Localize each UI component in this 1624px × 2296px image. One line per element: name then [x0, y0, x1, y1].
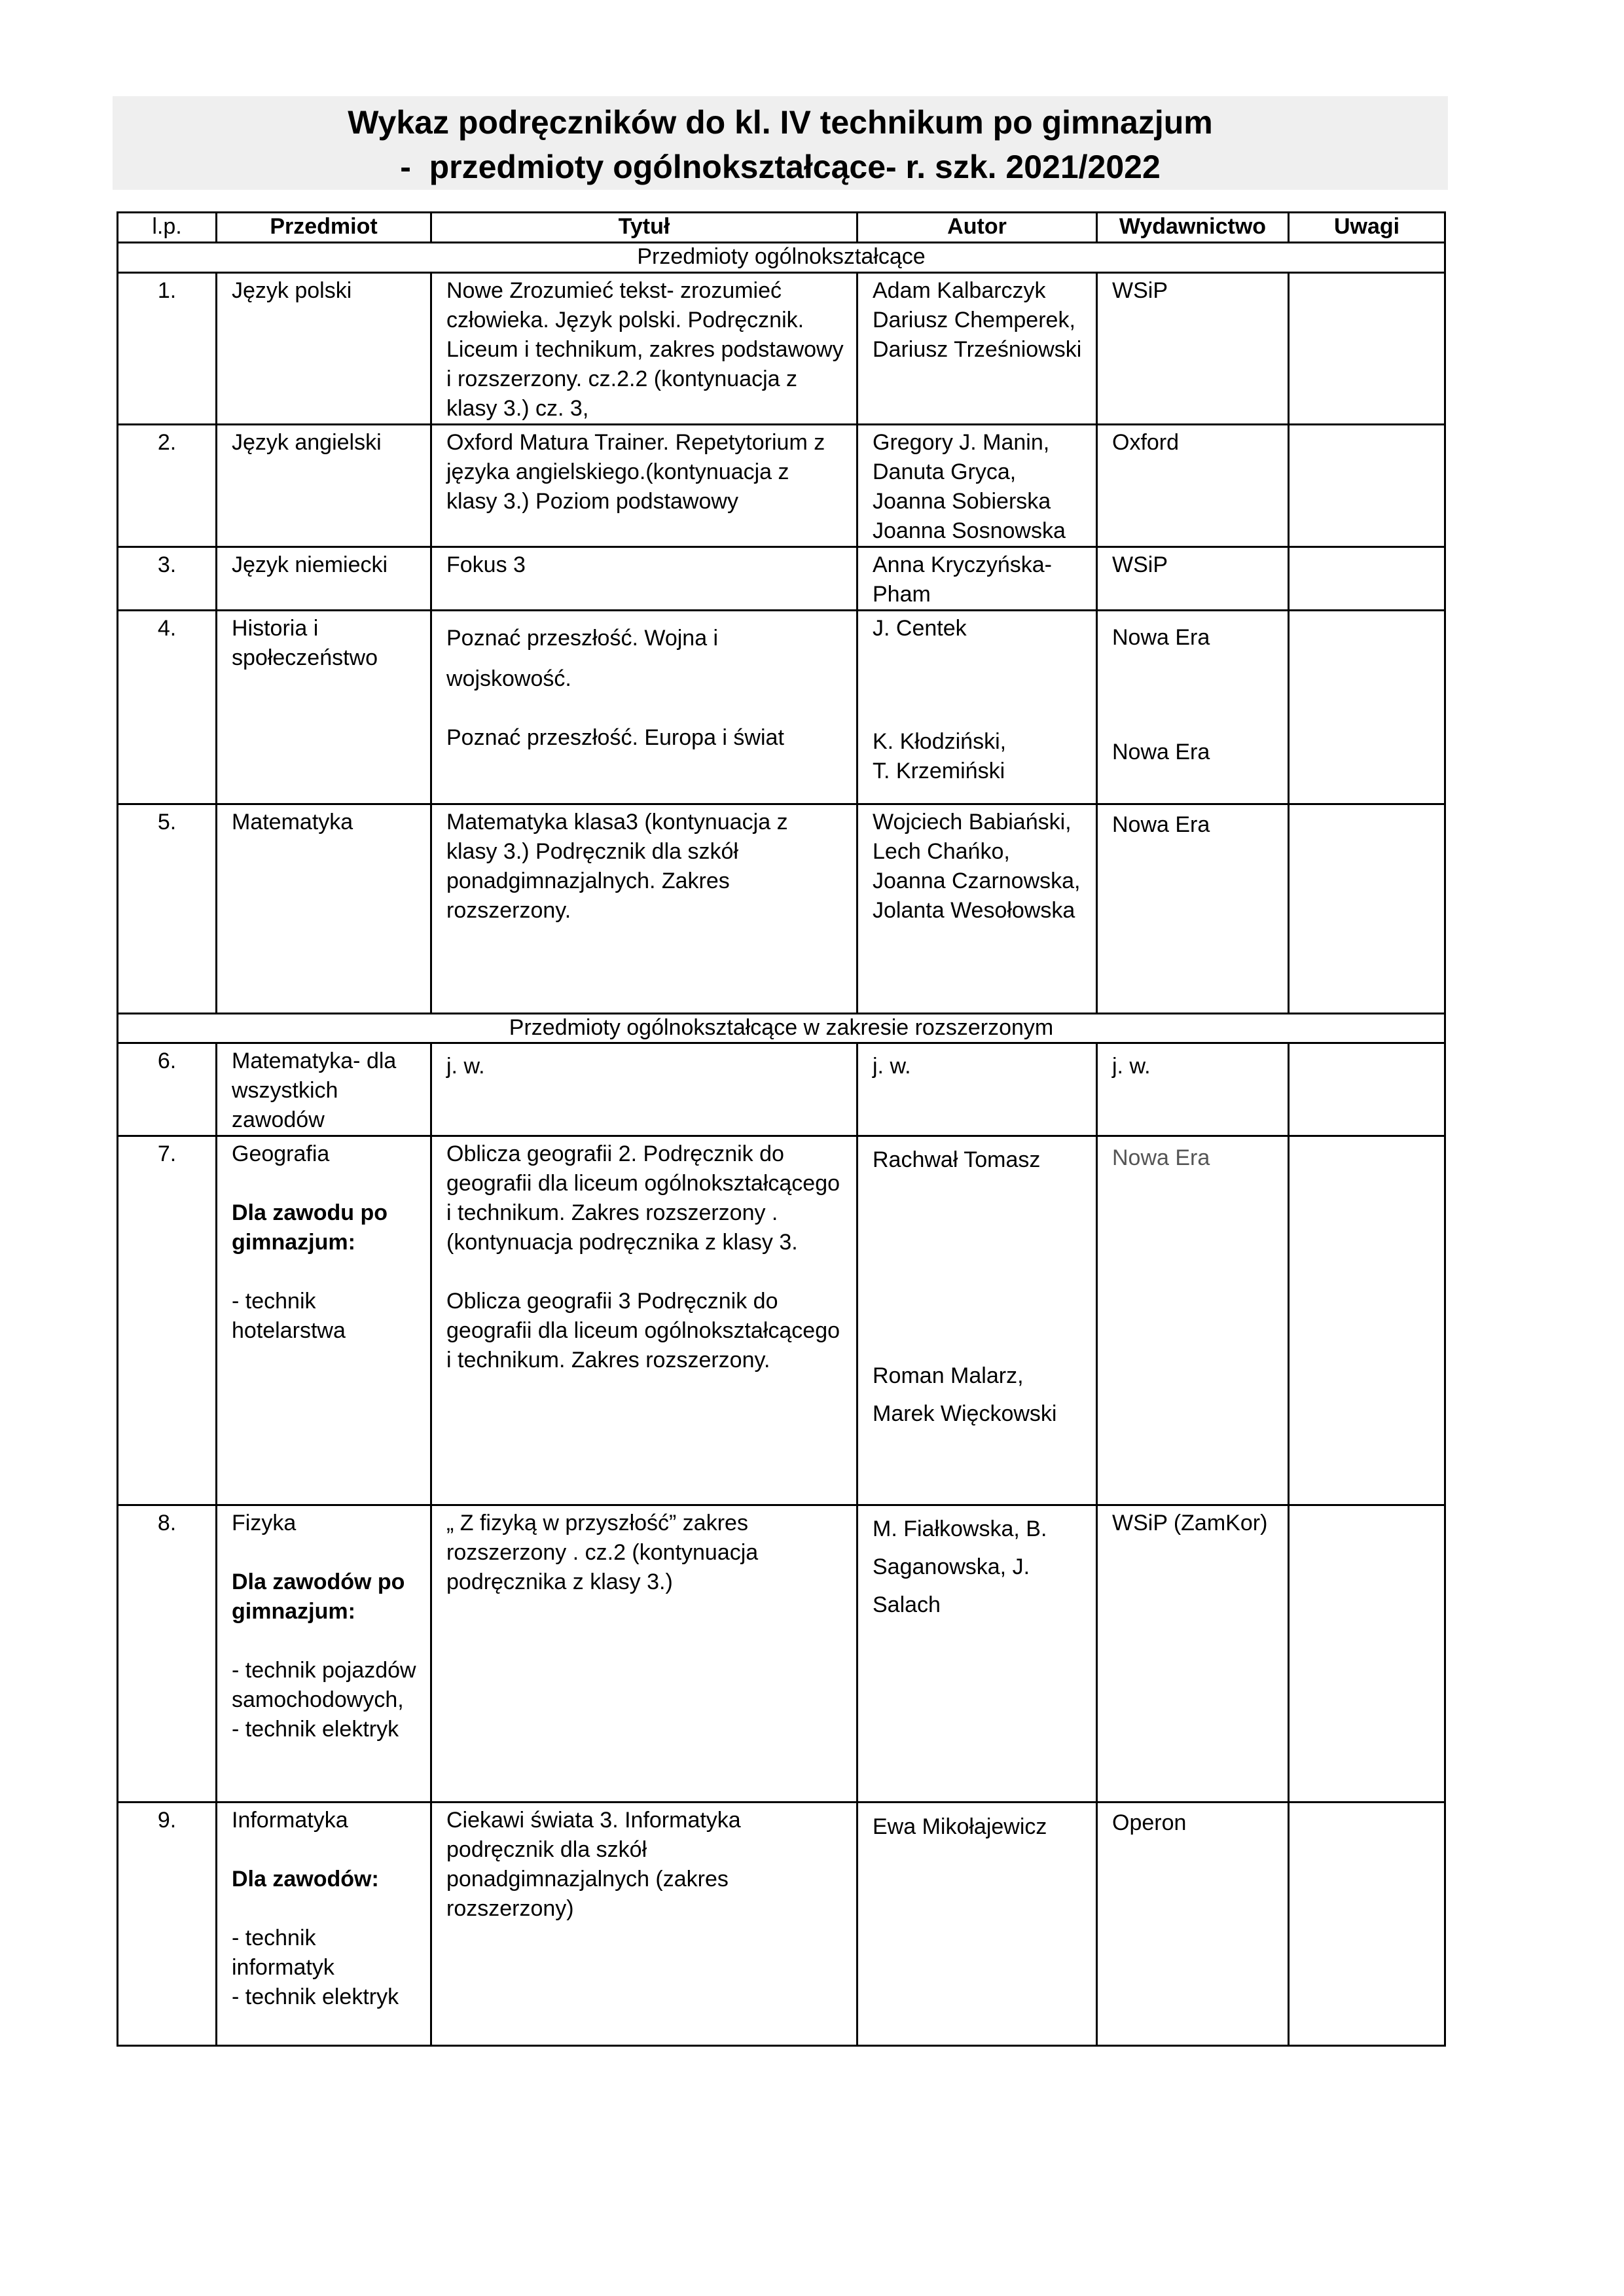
title-line-1: Wykaz podręczników do kl. IV technikum po gimnazjum [348, 104, 1213, 141]
row-author: Gregory J. Manin, Danuta Gryca, Joanna Sobierska Joanna Sosnowska [857, 425, 1097, 547]
table-row [118, 1803, 1445, 2046]
row-author [857, 1136, 1097, 1505]
subject-name: Informatyka [232, 1808, 348, 1833]
row-notes [1289, 273, 1445, 425]
spacer [232, 1894, 418, 1924]
row-author: M. Fiałkowska, B. Saganowska, J. Salach [857, 1505, 1097, 1803]
section-label-extended: Przedmioty ogólnokształcące w zakresie rozszerzonym [118, 1014, 1445, 1043]
title-line-2: - przedmioty ogólnokształcące- r. szk. 2021/2022 [400, 149, 1161, 185]
row-lp: 5. [118, 804, 217, 1014]
table-row [118, 425, 1445, 547]
subject-profession-1: - technik pojazdów samochodowych, [232, 1658, 423, 1712]
table-row [118, 273, 1445, 425]
subject-profession-heading: Dla zawodu po gimnazjum: [232, 1200, 394, 1255]
subject-name: Geografia [232, 1141, 330, 1166]
row-title [431, 611, 857, 804]
row-lp: 9. [118, 1803, 217, 2046]
row-title [431, 1136, 857, 1505]
row-lp: 2. [118, 425, 217, 547]
row-lp: 1. [118, 273, 217, 425]
author-part-b2: Marek Więckowski [873, 1401, 1057, 1426]
row-title: Nowe Zrozumieć tekst- zrozumieć człowieka. Język polski. Podręcznik. Liceum i technikum, zakres podstawowy i rozszerzony. cz.2.2 (kontynuacja z klasy 3.) cz. 3, [431, 273, 857, 425]
row-title: Fokus 3 [431, 547, 857, 611]
row-notes [1289, 547, 1445, 611]
subject-profession-heading: Dla zawodów po gimnazjum: [232, 1570, 411, 1624]
spacer [232, 1169, 418, 1198]
subject-profession-2: - technik elektryk [232, 1717, 399, 1742]
row-title: j. w. [431, 1043, 857, 1136]
header-notes: Uwagi [1289, 213, 1445, 243]
row-publisher: WSiP [1097, 273, 1289, 425]
author-part-a: Rachwał Tomasz [873, 1147, 1041, 1172]
title-part-b: Oblicza geografii 3 Podręcznik do geografii dla liceum ogólnokształcącego i technikum. Zakres rozszerzony. [446, 1289, 846, 1372]
row-author [857, 611, 1097, 804]
row-publisher: Operon [1097, 1803, 1289, 2046]
title-part-a: Poznać przeszłość. Wojna i wojskowość. [446, 626, 725, 691]
subject-profession-heading: Dla zawodów: [232, 1867, 379, 1892]
row-title: „ Z fizyką w przyszłość” zakres rozszerzony . cz.2 (kontynuacja podręcznika z klasy 3.) [431, 1505, 857, 1803]
table-row [118, 611, 1445, 804]
subject-profession: - technik hotelarstwa [232, 1289, 346, 1343]
row-publisher: j. w. [1097, 1043, 1289, 1136]
table-row [118, 1505, 1445, 1803]
row-subject: Język angielski [217, 425, 431, 547]
header-row [118, 213, 1445, 243]
row-lp: 4. [118, 611, 217, 804]
spacer [232, 1538, 426, 1568]
section-row-extended [118, 1014, 1445, 1043]
row-author: Ewa Mikołajewicz [857, 1803, 1097, 2046]
row-notes [1289, 804, 1445, 1014]
row-publisher: Nowa Era [1097, 1136, 1289, 1505]
row-subject [217, 1136, 431, 1505]
row-lp: 7. [118, 1136, 217, 1505]
row-author: Adam Kalbarczyk Dariusz Chemperek, Dariusz Trześniowski [857, 273, 1097, 425]
row-lp: 8. [118, 1505, 217, 1803]
row-lp: 6. [118, 1043, 217, 1136]
table-row [118, 804, 1445, 1014]
row-publisher: WSiP (ZamKor) [1097, 1505, 1289, 1803]
row-subject: Język niemiecki [217, 547, 431, 611]
row-publisher: Oxford [1097, 425, 1289, 547]
author-part-a: J. Centek [873, 616, 967, 641]
document-title [113, 96, 1448, 190]
row-publisher [1097, 611, 1289, 804]
row-author: Anna Kryczyńska-Pham [857, 547, 1097, 611]
spacer [232, 1257, 418, 1287]
section-row-general [118, 243, 1445, 273]
row-publisher: Nowa Era [1097, 804, 1289, 1014]
row-title: Oxford Matura Trainer. Repetytorium z języka angielskiego.(kontynuacja z klasy 3.) Poziom podstawowy [431, 425, 857, 547]
row-author: Wojciech Babiański, Lech Chańko, Joanna Czarnowska, Jolanta Wesołowska [857, 804, 1097, 1014]
author-part-b1: Roman Malarz, [873, 1363, 1024, 1388]
table-row [118, 1043, 1445, 1136]
textbook-table [117, 211, 1446, 2047]
row-title: Ciekawi świata 3. Informatyka podręcznik dla szkół ponadgimnazjalnych (zakres rozszerzony) [431, 1803, 857, 2046]
row-subject: Język polski [217, 273, 431, 425]
spacer [232, 1835, 418, 1865]
header-lp: l.p. [118, 213, 217, 243]
row-notes [1289, 611, 1445, 804]
subject-profession-2: - technik elektryk [232, 1984, 399, 2009]
row-title: Matematyka klasa3 (kontynuacja z klasy 3.) Podręcznik dla szkół ponadgimnazjalnych. Zakres rozszerzony. [431, 804, 857, 1014]
row-subject [217, 1505, 431, 1803]
row-notes [1289, 1136, 1445, 1505]
publisher-part-a: Nowa Era [1112, 625, 1210, 650]
header-subject: Przedmiot [217, 213, 431, 243]
author-part-b2: T. Krzemiński [873, 759, 1005, 783]
row-lp: 3. [118, 547, 217, 611]
row-subject: Matematyka [217, 804, 431, 1014]
title-part-a: Oblicza geografii 2. Podręcznik do geografii dla liceum ogólnokształcącego i technikum. Zakres rozszerzony . (kontynuacja podręcznika z klasy 3. [446, 1141, 846, 1255]
spacer [232, 1626, 426, 1656]
header-publisher: Wydawnictwo [1097, 213, 1289, 243]
publisher-part-b: Nowa Era [1112, 740, 1210, 764]
title-part-b: Poznać przeszłość. Europa i świat [446, 725, 784, 750]
header-title: Tytuł [431, 213, 857, 243]
subject-profession-1: - technik informatyk [232, 1926, 334, 1980]
author-part-b1: K. Kłodziński, [873, 729, 1007, 754]
row-subject: Historia i społeczeństwo [217, 611, 431, 804]
row-author: j. w. [857, 1043, 1097, 1136]
table-row [118, 547, 1445, 611]
row-notes [1289, 425, 1445, 547]
header-author: Autor [857, 213, 1097, 243]
row-subject: Matematyka- dla wszystkich zawodów [217, 1043, 431, 1136]
row-notes [1289, 1505, 1445, 1803]
section-label-general: Przedmioty ogólnokształcące [118, 243, 1445, 273]
row-notes [1289, 1043, 1445, 1136]
row-notes [1289, 1803, 1445, 2046]
subject-name: Fizyka [232, 1511, 297, 1535]
row-publisher: WSiP [1097, 547, 1289, 611]
table-row [118, 1136, 1445, 1505]
row-subject [217, 1803, 431, 2046]
